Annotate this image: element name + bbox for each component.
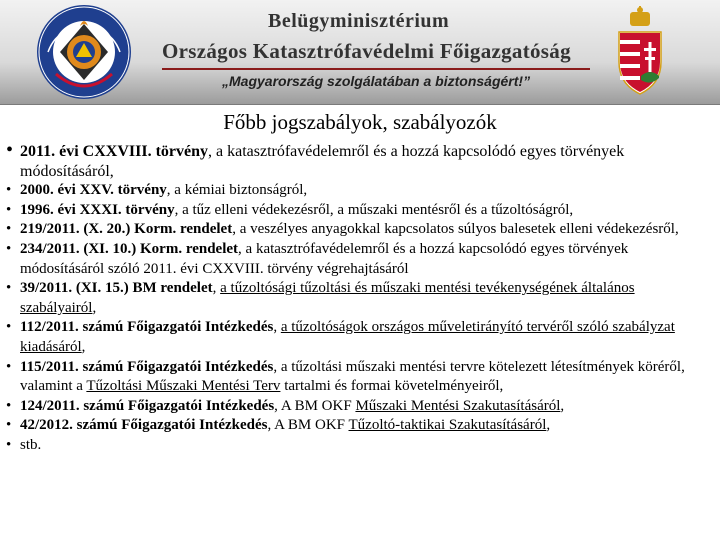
header-banner xyxy=(0,0,720,105)
list-item xyxy=(6,397,714,417)
hungarian-coat-of-arms-icon xyxy=(613,6,667,96)
regulation-title: 42/2012. számú Főigazgatói Intézkedés xyxy=(20,417,268,434)
list-item xyxy=(6,416,714,436)
header-motto: „Magyarország szolgálatában a biztonságért!” xyxy=(222,73,531,89)
regulation-description: , xyxy=(81,338,86,355)
regulation-title: 2011. évi CXXVIII. törvény xyxy=(20,143,208,160)
regulation-description: , xyxy=(560,397,565,414)
directorate-name: Országos Katasztrófavédelmi Főigazgatóság xyxy=(162,39,571,63)
bullet: • xyxy=(6,417,12,434)
regulation-description: , a katasztrófavédelemről és a hozzá kapcsolódó egyes törvények módosításáról szóló 2011. évi CXXVIII. törvény végrehajtásáról xyxy=(20,240,629,277)
regulation-description: , a katasztrófavédelemről és a hozzá kapcsolódó egyes törvények módosításáról, xyxy=(20,143,625,180)
regulation-title: 115/2011. számú Főigazgatói Intézkedés xyxy=(20,358,274,375)
regulation-separator: , xyxy=(212,280,221,297)
list-item xyxy=(6,358,714,397)
bullet: • xyxy=(6,436,12,453)
bullet: • xyxy=(6,358,12,375)
regulation-separator: , xyxy=(273,319,281,336)
regulation-link[interactable]: a tűzoltóságok országos műveletirányító tervéről szóló szabályzat kiadásáról xyxy=(20,319,675,355)
regulation-description: , a tűzoltási műszaki mentési tervre kötelezett létesítmények köréről, valamint a xyxy=(20,358,685,395)
regulation-list xyxy=(6,141,714,456)
ministry-name: Belügyminisztérium xyxy=(268,10,450,32)
regulation-title: 1996. évi XXXI. törvény xyxy=(20,201,175,218)
list-item xyxy=(6,201,714,221)
regulation-description: , xyxy=(92,299,97,316)
bullet: • xyxy=(6,182,12,199)
regulation-title: 2000. évi XXV. törvény xyxy=(20,182,167,199)
regulation-description: tartalmi és formai követelményeiről, xyxy=(280,378,504,395)
list-item xyxy=(6,240,714,279)
bullet: • xyxy=(6,397,12,414)
regulation-description: , a tűz elleni védekezésről, a műszaki mentésről és a tűzoltóságról, xyxy=(174,201,574,218)
list-item xyxy=(6,318,714,357)
bullet: • xyxy=(6,201,12,218)
slide-title: Főbb jogszabályok, szabályozók xyxy=(223,110,497,134)
regulation-description: , a kémiai biztonságról, xyxy=(166,182,308,199)
disaster-management-emblem-icon xyxy=(20,2,148,102)
regulation-separator: , A BM OKF xyxy=(274,397,356,414)
regulation-description: , xyxy=(546,417,551,434)
regulation-description: , a veszélyes anyagokkal kapcsolatos súlyos balesetek elleni védekezésről, xyxy=(232,221,679,238)
bullet: • xyxy=(6,139,14,161)
header-divider xyxy=(162,68,590,70)
list-item xyxy=(6,141,714,181)
bullet: • xyxy=(6,221,12,238)
list-item xyxy=(6,279,714,318)
list-item xyxy=(6,436,714,456)
bullet: • xyxy=(6,319,12,336)
bullet: • xyxy=(6,280,12,297)
regulation-title: 219/2011. (X. 20.) Korm. rendelet xyxy=(20,221,233,238)
regulation-title: 112/2011. számú Főigazgatói Intézkedés xyxy=(20,319,274,336)
list-item-text: stb. xyxy=(20,436,42,453)
bullet: • xyxy=(6,240,12,257)
list-item xyxy=(6,181,714,201)
regulation-title: 124/2011. számú Főigazgatói Intézkedés xyxy=(20,397,275,414)
regulation-link[interactable]: Műszaki Mentési Szakutasításáról xyxy=(355,397,561,414)
regulation-separator: , A BM OKF xyxy=(267,417,349,434)
regulation-title: 39/2011. (XI. 15.) BM rendelet xyxy=(20,280,213,297)
regulation-link[interactable]: a tűzoltósági tűzoltási és műszaki mentési tevékenységének általános szabályairól xyxy=(20,280,635,316)
list-item xyxy=(6,220,714,240)
regulation-link[interactable]: Tűzoltási Műszaki Mentési Terv xyxy=(86,378,281,395)
regulation-title: 234/2011. (XI. 10.) Korm. rendelet xyxy=(20,240,239,257)
regulation-link[interactable]: Tűzoltó-taktikai Szakutasításáról xyxy=(348,417,547,434)
